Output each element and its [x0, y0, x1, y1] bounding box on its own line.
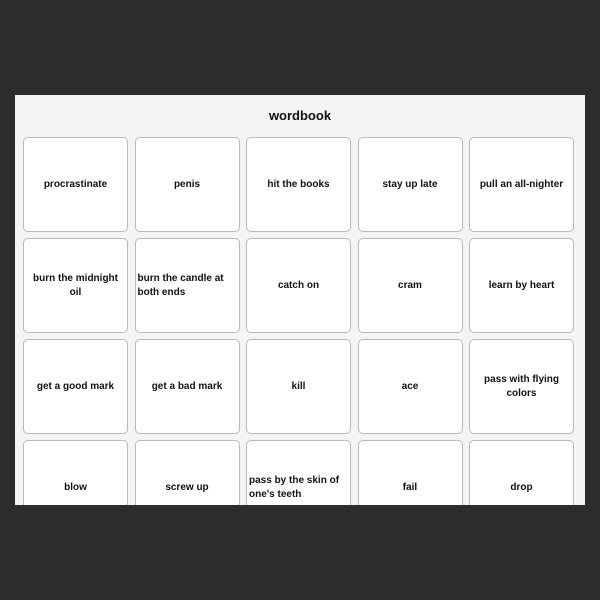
- word-card-label: stay up late: [382, 178, 438, 190]
- word-card[interactable]: [469, 137, 574, 232]
- word-card-label: get a good mark: [36, 380, 115, 392]
- word-card-label: blow: [64, 481, 87, 493]
- word-card-label: catch on: [277, 279, 320, 291]
- word-card[interactable]: [358, 440, 463, 505]
- word-card-label: screw up: [165, 481, 209, 493]
- word-card[interactable]: [469, 339, 574, 434]
- word-card[interactable]: [358, 339, 463, 434]
- word-card-label: ace: [401, 380, 419, 392]
- word-card[interactable]: [246, 238, 351, 333]
- word-card-label: hit the books: [267, 178, 330, 190]
- word-card[interactable]: [23, 440, 128, 505]
- word-card-label: penis: [173, 178, 201, 190]
- wordbook-panel: [15, 95, 585, 505]
- word-card[interactable]: [469, 238, 574, 333]
- word-card-grid: [23, 137, 579, 505]
- word-card-label: pass by the skin of one's teeth: [249, 474, 340, 500]
- word-card-label: pass with flying colors: [483, 373, 559, 399]
- word-card[interactable]: [135, 137, 240, 232]
- word-card[interactable]: [246, 440, 351, 505]
- word-card[interactable]: [135, 339, 240, 434]
- word-card[interactable]: [246, 137, 351, 232]
- word-card-label: get a bad mark: [151, 380, 223, 392]
- word-card-label: procrastinate: [43, 178, 108, 190]
- word-card[interactable]: [135, 440, 240, 505]
- word-card[interactable]: [23, 238, 128, 333]
- word-card-label: learn by heart: [488, 279, 555, 291]
- word-card-label: cram: [398, 279, 422, 291]
- word-card[interactable]: [246, 339, 351, 434]
- word-card[interactable]: [469, 440, 574, 505]
- word-card-label: burn the midnight oil: [33, 272, 118, 298]
- word-card[interactable]: [23, 137, 128, 232]
- word-card-label: pull an all-nighter: [479, 178, 564, 190]
- word-card-label: drop: [510, 481, 533, 493]
- page-title: wordbook: [268, 108, 332, 123]
- word-card[interactable]: [358, 238, 463, 333]
- word-card[interactable]: [23, 339, 128, 434]
- word-card-label: burn the candle at both ends: [137, 272, 224, 298]
- word-card-label: fail: [402, 481, 418, 493]
- word-card-label: kill: [291, 380, 306, 392]
- word-card[interactable]: [358, 137, 463, 232]
- word-card[interactable]: [135, 238, 240, 333]
